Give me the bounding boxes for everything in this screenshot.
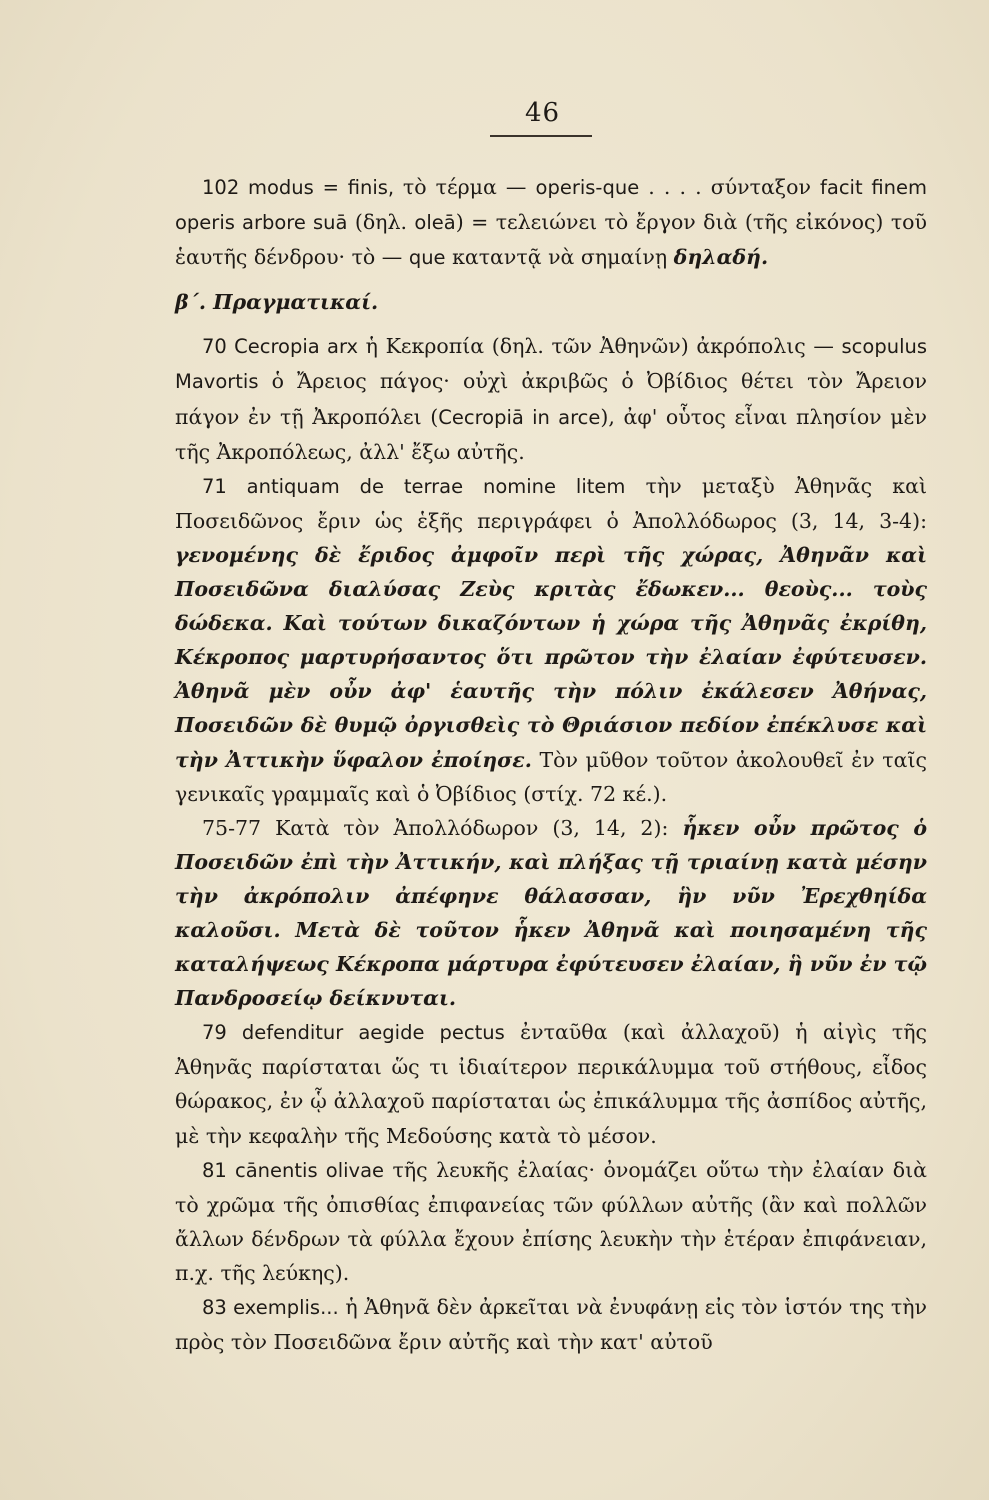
segment: (δηλ. (347, 210, 415, 235)
segment: 83 exemplis... (202, 1296, 339, 1319)
segment: τὴν μεταξὺ Ἀθηνᾶς καὶ Ποσειδῶνος ἔριν ὡς ἑξῆς περιγράφει ὁ Ἀπολλόδωρος (3, 14, 3-4): (175, 473, 927, 533)
segment: ), ἀφ' οὗτος εἶναι πλησίον μὲν τῆς Ἀκροπόλεως, ἀλλ' ἔξω αὐτῆς. (175, 404, 927, 464)
segment: β΄. Πραγματικαί. (175, 290, 379, 315)
note-81 (175, 1153, 927, 1290)
segment: que (408, 246, 446, 270)
segment: 102 modus = finis, (202, 176, 403, 199)
segment: operis-que (535, 176, 640, 199)
segment: 81 cānentis olivae (202, 1158, 385, 1182)
segment: . . . . σύνταξον (639, 175, 820, 199)
segment: 79 defenditur aegide pectus (202, 1021, 505, 1045)
segment: γενομένης δὲ ἔριδος ἀμφοῖν περὶ τῆς χώρας, Ἀθηνᾶν καὶ Ποσειδῶνα διαλύσας Ζεὺς κριτὰς ἔδωκεν... θεοὺς... τοὺς δώδεκα. Καὶ τούτων δικαζόντων ἡ χώρα τῆς Ἀθηνᾶς ἐκρίθη, Κέκροπος μαρτυρήσαντος ὅτι πρῶτον τὴν ἐλαίαν ἐφύτευσεν. Ἀθηνᾶ μὲν οὖν ἀφ' ἑαυτῆς τὴν πόλιν ἐκάλεσεν Ἀθήνας, Ποσειδῶν δὲ θυμῷ ὀργισθεὶς τὸ Θριάσιον πεδίον ἐπέκλυσε καὶ τὴν Ἀττικὴν ὕφαλον ἐποίησε. (175, 542, 927, 772)
segment: ἡ Ἀθηνᾶ δὲν ἀρκεῖται νὰ ἐνυφάνῃ εἰς τὸν ἱστόν της τὴν πρὸς τὸν Ποσειδῶνα ἔριν αὐτῆς καὶ τὴν κατ' αὐτοῦ (175, 1295, 927, 1355)
segment: ἐνταῦθα (καὶ ἀλλαχοῦ) ἡ αἰγὶς τῆς Ἀθηνᾶς παρίσταται ὥς τι ἰδιαίτερον περικάλυμμα τοῦ στήθους, εἶδος θώρακος, ἐν ᾧ ἀλλαχοῦ παρίσταται ὡς ἐπικάλυμμα τῆς ἀσπίδος αὐτῆς, μὲ τὴν κεφαλὴν τῆς Μεδούσης κατὰ τὸ μέσον. (175, 1020, 927, 1148)
note-102 (175, 170, 927, 275)
segment: scopulus Mavortis (175, 335, 927, 394)
note-71 (175, 469, 927, 811)
note-83 (175, 1290, 927, 1359)
segment: ὁ Ἄρειος πάγος· οὐχὶ ἀκριβῶς ὁ Ὀβίδιος θέτει τὸν Ἄρειον πάγον ἐν τῇ Ἀκροπόλει ( (175, 369, 927, 429)
note-79 (175, 1015, 927, 1152)
segment: facit finem operis arbore suā (175, 176, 928, 235)
header-rule (490, 135, 592, 137)
segment: Cecropiā in arce (438, 405, 601, 429)
commentary-text (175, 170, 927, 1359)
segment: Τὸν μῦθον τοῦτον ἀκολουθεῖ ἐν ταῖς γενικαῖς γραμμαῖς καὶ ὁ Ὀβίδιος (στίχ. 72 κέ.). (175, 747, 927, 806)
section-title (175, 285, 927, 319)
segment: 71 antiquam de terrae nomine litem (202, 474, 626, 498)
segment: 70 Cecropia arx (202, 335, 359, 359)
segment: oleā (414, 211, 456, 235)
segment: δηλαδή. (673, 245, 769, 270)
segment: ἧκεν οὖν πρῶτος ὁ Ποσειδῶν ἐπὶ τὴν Ἀττικήν, καὶ πλήξας τῇ τριαίνῃ κατὰ μέσην τὴν ἀκρόπολιν ἀπέφηνε θάλασσαν, ἣν νῦν Ἐρεχθηίδα καλοῦσι. Μετὰ δὲ τοῦτον ἧκεν Ἀθηνᾶ καὶ ποιησαμένη τῆς καταλήψεως Κέκροπα μάρτυρα ἐφύτευσεν ἐλαίαν, ἣ νῦν ἐν τῷ Πανδροσείῳ δείκνυται. (175, 815, 927, 1011)
page-number: 46 (524, 98, 561, 128)
segment: καταντᾷ νὰ σημαίνῃ (445, 245, 674, 270)
segment: ἡ Κεκροπία (δηλ. τῶν Ἀθηνῶν) ἀκρόπολις — (358, 334, 842, 359)
segment: τῆς λευκῆς ἐλαίας· ὀνομάζει οὕτω τὴν ἐλαίαν διὰ τὸ χρῶμα τῆς ὀπισθίας ἐπιφανείας τῶν φύλλων αὐτῆς (ἂν καὶ πολλῶν ἄλλων δένδρων τὰ φύλλα ἔχουν ἐπίσης λευκὴν τὴν ἑτέραν ἐπιφάνειαν, π.χ. τῆς λεύκης). (175, 1157, 927, 1285)
segment: τὸ τέρμα — (402, 175, 536, 199)
segment: 75-77 Κατὰ τὸν Ἀπολλόδωρον (3, 14, 2): (202, 815, 683, 840)
note-70 (175, 329, 927, 468)
note-75-77 (175, 811, 927, 1016)
segment: ) = τελειώνει τὸ ἔργον διὰ (τῆς εἰκόνος) τοῦ ἑαυτῆς δένδρου· τὸ — (175, 210, 927, 270)
